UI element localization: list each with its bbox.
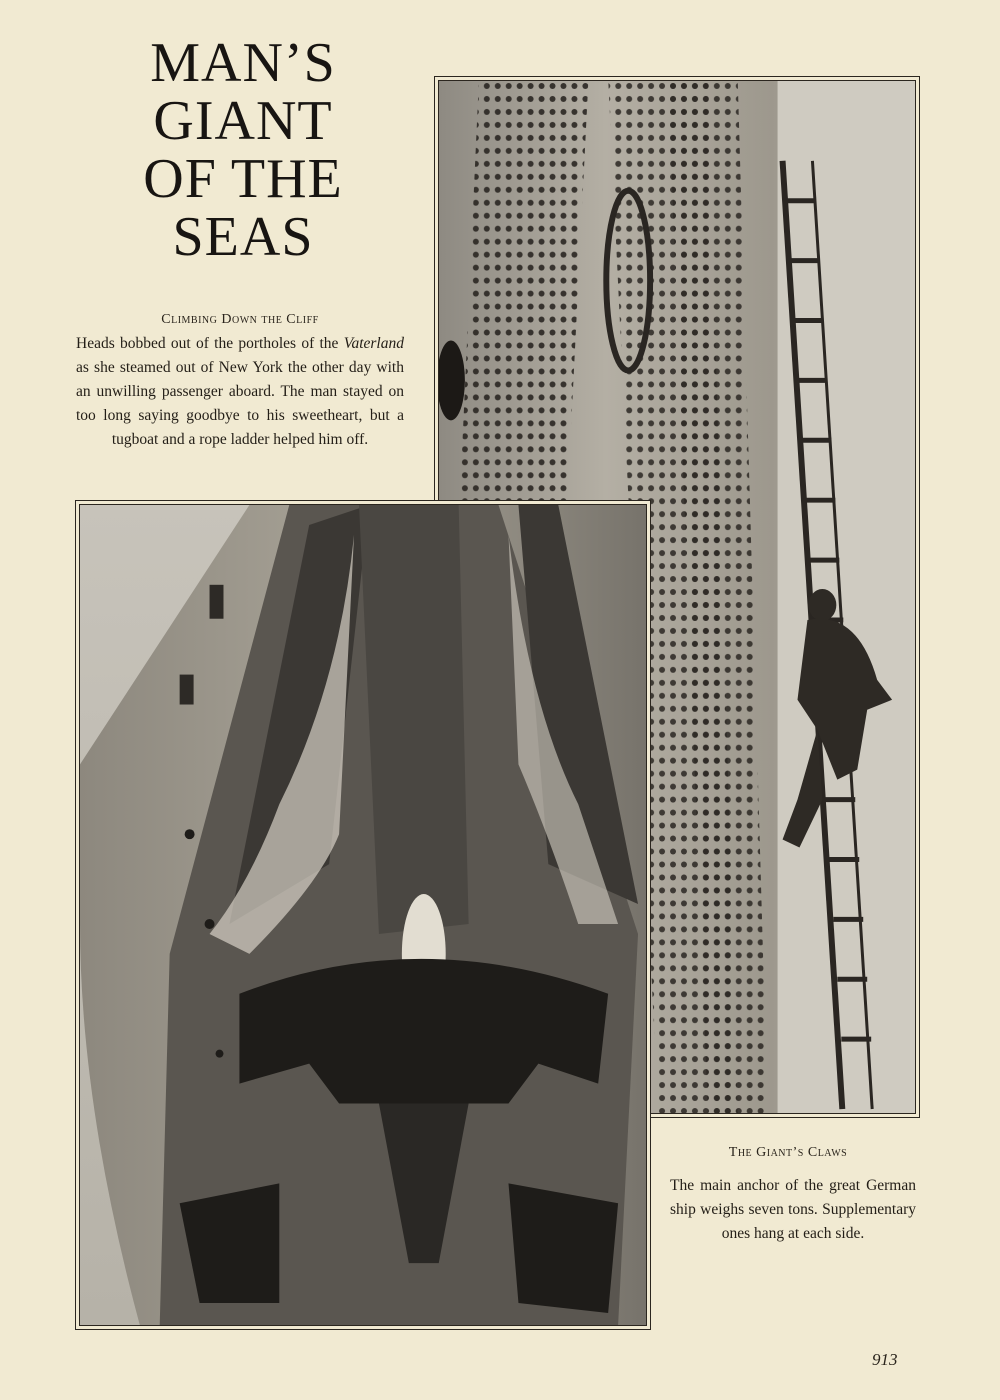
title-line: OF THE <box>143 148 343 210</box>
caption-heading-climbing: Climbing Down the Cliff <box>161 312 319 327</box>
page-number: 913 <box>872 1350 898 1369</box>
title-line: MAN’S <box>150 32 336 94</box>
bow-anchor-illustration <box>80 505 646 1325</box>
photo-ship-bow-anchors <box>79 504 647 1326</box>
caption-text: as she steamed out of New York the other day with an unwilling passenger aboard. The man stayed on too long saying goodbye to his sweetheart, but a tugboat and a rope ladder helped him off. <box>76 359 404 448</box>
caption-text: Heads bobbed out of the portholes of the <box>76 335 344 352</box>
photo-frame-anchors <box>75 500 651 1330</box>
article-title <box>108 34 378 266</box>
ship-name: Vaterland <box>343 335 404 352</box>
title-line: SEAS <box>172 206 314 268</box>
caption-body-claws: The main anchor of the great German ship weighs seven tons. Supplementary ones hang at each side. <box>670 1177 916 1242</box>
caption-body-climbing <box>76 332 404 452</box>
title-line: GIANT <box>153 90 333 152</box>
caption-heading-claws: The Giant’s Claws <box>728 1145 848 1160</box>
